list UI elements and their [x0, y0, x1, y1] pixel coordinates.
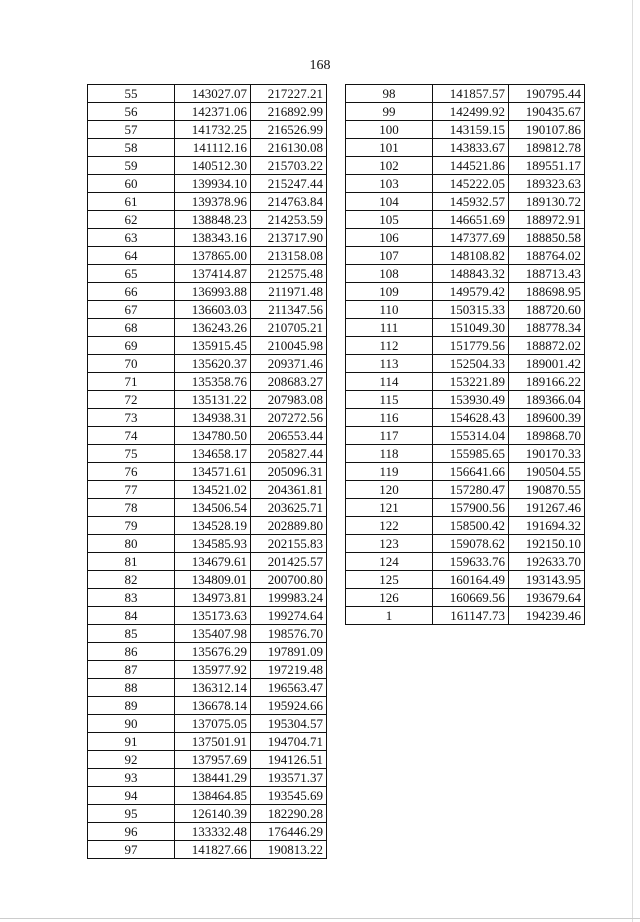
- point-number-cell: 1: [346, 607, 433, 625]
- y-coordinate-cell: 193679.64: [509, 589, 585, 607]
- y-coordinate-cell: 217227.21: [251, 85, 327, 103]
- x-coordinate-cell: 154628.43: [433, 409, 509, 427]
- table-row: [346, 355, 585, 373]
- y-coordinate-cell: 188698.95: [509, 283, 585, 301]
- x-coordinate-cell: 137865.00: [175, 247, 251, 265]
- x-coordinate-cell: 135915.45: [175, 337, 251, 355]
- table-row: [88, 625, 327, 643]
- x-coordinate-cell: 147377.69: [433, 229, 509, 247]
- table-row: [88, 265, 327, 283]
- table-row: [88, 535, 327, 553]
- table-row: [88, 661, 327, 679]
- y-coordinate-cell: 191267.46: [509, 499, 585, 517]
- x-coordinate-cell: 137957.69: [175, 751, 251, 769]
- y-coordinate-cell: 193571.37: [251, 769, 327, 787]
- point-number-cell: 101: [346, 139, 433, 157]
- table-row: [346, 139, 585, 157]
- page-number: 168: [309, 58, 331, 73]
- point-number-cell: 107: [346, 247, 433, 265]
- y-coordinate-cell: 190795.44: [509, 85, 585, 103]
- x-coordinate-cell: 144521.86: [433, 157, 509, 175]
- x-coordinate-cell: 143833.67: [433, 139, 509, 157]
- x-coordinate-cell: 135407.98: [175, 625, 251, 643]
- point-number-cell: 93: [88, 769, 175, 787]
- y-coordinate-cell: 189600.39: [509, 409, 585, 427]
- x-coordinate-cell: 138464.85: [175, 787, 251, 805]
- point-number-cell: 85: [88, 625, 175, 643]
- x-coordinate-cell: 149579.42: [433, 283, 509, 301]
- x-coordinate-cell: 134521.02: [175, 481, 251, 499]
- x-coordinate-cell: 142499.92: [433, 103, 509, 121]
- coordinate-table-right: [345, 84, 585, 625]
- y-coordinate-cell: 216892.99: [251, 103, 327, 121]
- x-coordinate-cell: 143027.07: [175, 85, 251, 103]
- point-number-cell: 72: [88, 391, 175, 409]
- x-coordinate-cell: 134679.61: [175, 553, 251, 571]
- y-coordinate-cell: 193545.69: [251, 787, 327, 805]
- table-row: [346, 247, 585, 265]
- x-coordinate-cell: 160669.56: [433, 589, 509, 607]
- point-number-cell: 91: [88, 733, 175, 751]
- point-number-cell: 92: [88, 751, 175, 769]
- scan-edge-line: [632, 0, 633, 922]
- point-number-cell: 110: [346, 301, 433, 319]
- point-number-cell: 64: [88, 247, 175, 265]
- point-number-cell: 114: [346, 373, 433, 391]
- y-coordinate-cell: 189130.72: [509, 193, 585, 211]
- point-number-cell: 88: [88, 679, 175, 697]
- x-coordinate-cell: 135676.29: [175, 643, 251, 661]
- point-number-cell: 66: [88, 283, 175, 301]
- x-coordinate-cell: 134585.93: [175, 535, 251, 553]
- point-number-cell: 109: [346, 283, 433, 301]
- table-row: [88, 229, 327, 247]
- y-coordinate-cell: 205827.44: [251, 445, 327, 463]
- y-coordinate-cell: 199274.64: [251, 607, 327, 625]
- point-number-cell: 86: [88, 643, 175, 661]
- x-coordinate-cell: 150315.33: [433, 301, 509, 319]
- y-coordinate-cell: 212575.48: [251, 265, 327, 283]
- y-coordinate-cell: 204361.81: [251, 481, 327, 499]
- x-coordinate-cell: 153930.49: [433, 391, 509, 409]
- y-coordinate-cell: 190813.22: [251, 841, 327, 859]
- x-coordinate-cell: 136993.88: [175, 283, 251, 301]
- x-coordinate-cell: 158500.42: [433, 517, 509, 535]
- table-row: [88, 643, 327, 661]
- table-row: [346, 409, 585, 427]
- y-coordinate-cell: 199983.24: [251, 589, 327, 607]
- y-coordinate-cell: 207272.56: [251, 409, 327, 427]
- table-row: [346, 427, 585, 445]
- y-coordinate-cell: 203625.71: [251, 499, 327, 517]
- x-coordinate-cell: 137075.05: [175, 715, 251, 733]
- point-number-cell: 58: [88, 139, 175, 157]
- point-number-cell: 97: [88, 841, 175, 859]
- x-coordinate-cell: 137414.87: [175, 265, 251, 283]
- x-coordinate-cell: 141827.66: [175, 841, 251, 859]
- point-number-cell: 103: [346, 175, 433, 193]
- y-coordinate-cell: 194704.71: [251, 733, 327, 751]
- y-coordinate-cell: 190504.55: [509, 463, 585, 481]
- point-number-cell: 98: [346, 85, 433, 103]
- table-row: [346, 229, 585, 247]
- point-number-cell: 115: [346, 391, 433, 409]
- y-coordinate-cell: 214763.84: [251, 193, 327, 211]
- point-number-cell: 89: [88, 697, 175, 715]
- y-coordinate-cell: 176446.29: [251, 823, 327, 841]
- point-number-cell: 79: [88, 517, 175, 535]
- table-row: [88, 463, 327, 481]
- point-number-cell: 111: [346, 319, 433, 337]
- y-coordinate-cell: 202155.83: [251, 535, 327, 553]
- table-row: [88, 427, 327, 445]
- x-coordinate-cell: 135620.37: [175, 355, 251, 373]
- x-coordinate-cell: 135131.22: [175, 391, 251, 409]
- y-coordinate-cell: 188872.02: [509, 337, 585, 355]
- table-row: [346, 265, 585, 283]
- point-number-cell: 61: [88, 193, 175, 211]
- x-coordinate-cell: 139934.10: [175, 175, 251, 193]
- table-row: [346, 211, 585, 229]
- table-row: [346, 607, 585, 625]
- y-coordinate-cell: 190435.67: [509, 103, 585, 121]
- table-row: [88, 517, 327, 535]
- coordinate-table-body: [88, 85, 327, 859]
- table-row: [346, 499, 585, 517]
- table-row: [88, 391, 327, 409]
- table-row: [88, 697, 327, 715]
- point-number-cell: 94: [88, 787, 175, 805]
- y-coordinate-cell: 198576.70: [251, 625, 327, 643]
- y-coordinate-cell: 216526.99: [251, 121, 327, 139]
- point-number-cell: 87: [88, 661, 175, 679]
- point-number-cell: 99: [346, 103, 433, 121]
- y-coordinate-cell: 195924.66: [251, 697, 327, 715]
- point-number-cell: 67: [88, 301, 175, 319]
- y-coordinate-cell: 211971.48: [251, 283, 327, 301]
- x-coordinate-cell: 148108.82: [433, 247, 509, 265]
- point-number-cell: 60: [88, 175, 175, 193]
- table-row: [88, 679, 327, 697]
- x-coordinate-cell: 136603.03: [175, 301, 251, 319]
- table-row: [346, 463, 585, 481]
- table-row: [88, 337, 327, 355]
- y-coordinate-cell: 213717.90: [251, 229, 327, 247]
- x-coordinate-cell: 138441.29: [175, 769, 251, 787]
- table-row: [346, 571, 585, 589]
- x-coordinate-cell: 138848.23: [175, 211, 251, 229]
- x-coordinate-cell: 151049.30: [433, 319, 509, 337]
- table-row: [88, 571, 327, 589]
- point-number-cell: 75: [88, 445, 175, 463]
- table-row: [88, 409, 327, 427]
- x-coordinate-cell: 139378.96: [175, 193, 251, 211]
- point-number-cell: 59: [88, 157, 175, 175]
- point-number-cell: 96: [88, 823, 175, 841]
- table-row: [346, 391, 585, 409]
- x-coordinate-cell: 136243.26: [175, 319, 251, 337]
- table-row: [346, 553, 585, 571]
- point-number-cell: 83: [88, 589, 175, 607]
- x-coordinate-cell: 148843.32: [433, 265, 509, 283]
- x-coordinate-cell: 135977.92: [175, 661, 251, 679]
- y-coordinate-cell: 206553.44: [251, 427, 327, 445]
- x-coordinate-cell: 146651.69: [433, 211, 509, 229]
- y-coordinate-cell: 182290.28: [251, 805, 327, 823]
- table-row: [88, 103, 327, 121]
- point-number-cell: 84: [88, 607, 175, 625]
- point-number-cell: 106: [346, 229, 433, 247]
- y-coordinate-cell: 189812.78: [509, 139, 585, 157]
- table-row: [346, 283, 585, 301]
- point-number-cell: 80: [88, 535, 175, 553]
- table-row: [88, 247, 327, 265]
- point-number-cell: 112: [346, 337, 433, 355]
- y-coordinate-cell: 197219.48: [251, 661, 327, 679]
- table-row: [88, 157, 327, 175]
- point-number-cell: 116: [346, 409, 433, 427]
- x-coordinate-cell: 153221.89: [433, 373, 509, 391]
- table-row: [346, 517, 585, 535]
- x-coordinate-cell: 152504.33: [433, 355, 509, 373]
- table-row: [346, 589, 585, 607]
- y-coordinate-cell: 189551.17: [509, 157, 585, 175]
- y-coordinate-cell: 193143.95: [509, 571, 585, 589]
- y-coordinate-cell: 202889.80: [251, 517, 327, 535]
- y-coordinate-cell: 207983.08: [251, 391, 327, 409]
- table-row: [88, 301, 327, 319]
- x-coordinate-cell: 143159.15: [433, 121, 509, 139]
- table-row: [346, 481, 585, 499]
- y-coordinate-cell: 189868.70: [509, 427, 585, 445]
- y-coordinate-cell: 188720.60: [509, 301, 585, 319]
- coordinate-table-body: [346, 85, 585, 625]
- x-coordinate-cell: 134506.54: [175, 499, 251, 517]
- point-number-cell: 121: [346, 499, 433, 517]
- x-coordinate-cell: 141112.16: [175, 139, 251, 157]
- coordinate-table-left: [87, 84, 327, 859]
- x-coordinate-cell: 134938.31: [175, 409, 251, 427]
- x-coordinate-cell: 135358.76: [175, 373, 251, 391]
- point-number-cell: 68: [88, 319, 175, 337]
- point-number-cell: 126: [346, 589, 433, 607]
- point-number-cell: 55: [88, 85, 175, 103]
- table-row: [88, 751, 327, 769]
- x-coordinate-cell: 136678.14: [175, 697, 251, 715]
- y-coordinate-cell: 188778.34: [509, 319, 585, 337]
- y-coordinate-cell: 190870.55: [509, 481, 585, 499]
- y-coordinate-cell: 216130.08: [251, 139, 327, 157]
- point-number-cell: 90: [88, 715, 175, 733]
- table-row: [88, 283, 327, 301]
- point-number-cell: 70: [88, 355, 175, 373]
- x-coordinate-cell: 157280.47: [433, 481, 509, 499]
- y-coordinate-cell: 195304.57: [251, 715, 327, 733]
- y-coordinate-cell: 213158.08: [251, 247, 327, 265]
- x-coordinate-cell: 136312.14: [175, 679, 251, 697]
- table-row: [346, 319, 585, 337]
- table-row: [88, 85, 327, 103]
- point-number-cell: 69: [88, 337, 175, 355]
- point-number-cell: 105: [346, 211, 433, 229]
- point-number-cell: 117: [346, 427, 433, 445]
- table-row: [88, 553, 327, 571]
- table-row: [88, 841, 327, 859]
- x-coordinate-cell: 138343.16: [175, 229, 251, 247]
- y-coordinate-cell: 209371.46: [251, 355, 327, 373]
- table-row: [88, 211, 327, 229]
- point-number-cell: 76: [88, 463, 175, 481]
- point-number-cell: 57: [88, 121, 175, 139]
- y-coordinate-cell: 200700.80: [251, 571, 327, 589]
- x-coordinate-cell: 134809.01: [175, 571, 251, 589]
- point-number-cell: 62: [88, 211, 175, 229]
- point-number-cell: 100: [346, 121, 433, 139]
- y-coordinate-cell: 190107.86: [509, 121, 585, 139]
- point-number-cell: 95: [88, 805, 175, 823]
- x-coordinate-cell: 140512.30: [175, 157, 251, 175]
- x-coordinate-cell: 134528.19: [175, 517, 251, 535]
- x-coordinate-cell: 157900.56: [433, 499, 509, 517]
- x-coordinate-cell: 137501.91: [175, 733, 251, 751]
- y-coordinate-cell: 188850.58: [509, 229, 585, 247]
- point-number-cell: 63: [88, 229, 175, 247]
- table-row: [346, 157, 585, 175]
- x-coordinate-cell: 126140.39: [175, 805, 251, 823]
- table-row: [88, 823, 327, 841]
- table-row: [346, 121, 585, 139]
- y-coordinate-cell: 211347.56: [251, 301, 327, 319]
- point-number-cell: 78: [88, 499, 175, 517]
- y-coordinate-cell: 196563.47: [251, 679, 327, 697]
- table-row: [88, 355, 327, 373]
- y-coordinate-cell: 192150.10: [509, 535, 585, 553]
- y-coordinate-cell: 215703.22: [251, 157, 327, 175]
- point-number-cell: 118: [346, 445, 433, 463]
- y-coordinate-cell: 194126.51: [251, 751, 327, 769]
- point-number-cell: 113: [346, 355, 433, 373]
- table-row: [346, 85, 585, 103]
- y-coordinate-cell: 210705.21: [251, 319, 327, 337]
- y-coordinate-cell: 189166.22: [509, 373, 585, 391]
- table-row: [346, 175, 585, 193]
- x-coordinate-cell: 159078.62: [433, 535, 509, 553]
- table-row: [346, 445, 585, 463]
- point-number-cell: 74: [88, 427, 175, 445]
- table-row: [88, 193, 327, 211]
- y-coordinate-cell: 208683.27: [251, 373, 327, 391]
- table-row: [346, 103, 585, 121]
- x-coordinate-cell: 161147.73: [433, 607, 509, 625]
- y-coordinate-cell: 190170.33: [509, 445, 585, 463]
- table-row: [88, 373, 327, 391]
- point-number-cell: 71: [88, 373, 175, 391]
- table-row: [88, 787, 327, 805]
- y-coordinate-cell: 191694.32: [509, 517, 585, 535]
- x-coordinate-cell: 145932.57: [433, 193, 509, 211]
- x-coordinate-cell: 134973.81: [175, 589, 251, 607]
- x-coordinate-cell: 141732.25: [175, 121, 251, 139]
- y-coordinate-cell: 197891.09: [251, 643, 327, 661]
- y-coordinate-cell: 205096.31: [251, 463, 327, 481]
- table-row: [88, 733, 327, 751]
- y-coordinate-cell: 188713.43: [509, 265, 585, 283]
- y-coordinate-cell: 201425.57: [251, 553, 327, 571]
- table-row: [346, 373, 585, 391]
- x-coordinate-cell: 142371.06: [175, 103, 251, 121]
- point-number-cell: 124: [346, 553, 433, 571]
- y-coordinate-cell: 192633.70: [509, 553, 585, 571]
- table-row: [88, 121, 327, 139]
- point-number-cell: 108: [346, 265, 433, 283]
- point-number-cell: 125: [346, 571, 433, 589]
- x-coordinate-cell: 133332.48: [175, 823, 251, 841]
- table-row: [88, 769, 327, 787]
- table-row: [88, 499, 327, 517]
- x-coordinate-cell: 145222.05: [433, 175, 509, 193]
- point-number-cell: 119: [346, 463, 433, 481]
- x-coordinate-cell: 135173.63: [175, 607, 251, 625]
- y-coordinate-cell: 188764.02: [509, 247, 585, 265]
- y-coordinate-cell: 210045.98: [251, 337, 327, 355]
- table-row: [346, 337, 585, 355]
- table-row: [88, 805, 327, 823]
- table-row: [88, 139, 327, 157]
- y-coordinate-cell: 214253.59: [251, 211, 327, 229]
- table-row: [88, 319, 327, 337]
- y-coordinate-cell: 189366.04: [509, 391, 585, 409]
- table-row: [88, 175, 327, 193]
- y-coordinate-cell: 188972.91: [509, 211, 585, 229]
- y-coordinate-cell: 189323.63: [509, 175, 585, 193]
- point-number-cell: 104: [346, 193, 433, 211]
- table-row: [88, 445, 327, 463]
- table-row: [346, 193, 585, 211]
- x-coordinate-cell: 156641.66: [433, 463, 509, 481]
- y-coordinate-cell: 194239.46: [509, 607, 585, 625]
- x-coordinate-cell: 155985.65: [433, 445, 509, 463]
- x-coordinate-cell: 155314.04: [433, 427, 509, 445]
- point-number-cell: 123: [346, 535, 433, 553]
- table-row: [346, 301, 585, 319]
- y-coordinate-cell: 215247.44: [251, 175, 327, 193]
- x-coordinate-cell: 159633.76: [433, 553, 509, 571]
- point-number-cell: 102: [346, 157, 433, 175]
- table-row: [88, 715, 327, 733]
- x-coordinate-cell: 134571.61: [175, 463, 251, 481]
- point-number-cell: 81: [88, 553, 175, 571]
- x-coordinate-cell: 151779.56: [433, 337, 509, 355]
- point-number-cell: 77: [88, 481, 175, 499]
- point-number-cell: 122: [346, 517, 433, 535]
- x-coordinate-cell: 160164.49: [433, 571, 509, 589]
- point-number-cell: 65: [88, 265, 175, 283]
- point-number-cell: 120: [346, 481, 433, 499]
- scan-bottom-line: [0, 918, 640, 919]
- x-coordinate-cell: 141857.57: [433, 85, 509, 103]
- x-coordinate-cell: 134658.17: [175, 445, 251, 463]
- point-number-cell: 82: [88, 571, 175, 589]
- table-row: [88, 607, 327, 625]
- table-row: [88, 481, 327, 499]
- x-coordinate-cell: 134780.50: [175, 427, 251, 445]
- point-number-cell: 73: [88, 409, 175, 427]
- y-coordinate-cell: 189001.42: [509, 355, 585, 373]
- table-row: [88, 589, 327, 607]
- point-number-cell: 56: [88, 103, 175, 121]
- table-row: [346, 535, 585, 553]
